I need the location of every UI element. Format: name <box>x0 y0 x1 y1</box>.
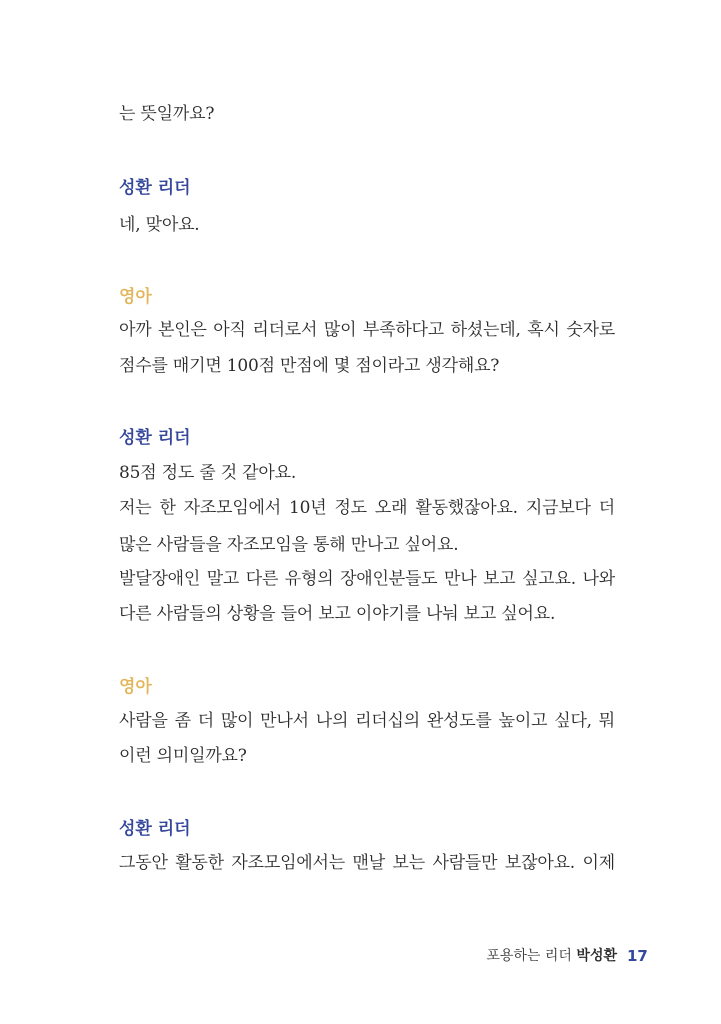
author-name: 박성환 <box>576 948 617 964</box>
body-line: 다른 사람들의 상황을 들어 보고 이야기를 나눠 보고 싶어요. <box>119 604 556 624</box>
body-line: 사람을 좀 더 많이 만나서 나의 리더십의 완성도를 높이고 싶다, 뭐 <box>119 711 615 731</box>
body-line: 이런 의미일까요? <box>119 746 247 766</box>
speaker-label: 성환 리더 <box>119 819 191 839</box>
body-line: 저는 한 자조모임에서 10년 정도 오래 활동했잖아요. 지금보다 더 <box>119 498 615 518</box>
body-line: 많은 사람들을 자조모임을 통해 만나고 싶어요. <box>119 535 459 555</box>
speaker-label: 영아 <box>119 677 152 697</box>
body-line: 는 뜻일까요? <box>119 104 215 124</box>
speaker-label: 성환 리더 <box>119 428 191 448</box>
page-footer <box>486 945 648 967</box>
body-line: 85점 정도 줄 것 같아요. <box>119 463 297 483</box>
body-line: 점수를 매기면 100점 만점에 몇 점이라고 생각해요? <box>119 356 500 376</box>
speaker-label: 성환 리더 <box>119 178 191 198</box>
speaker-label: 영아 <box>119 287 152 307</box>
body-line: 그동안 활동한 자조모임에서는 맨날 보는 사람들만 보잖아요. 이제 <box>119 853 615 873</box>
body-line: 아까 본인은 아직 리더로서 많이 부족하다고 하셨는데, 혹시 숫자로 <box>119 320 615 340</box>
book-title: 포용하는 리더 <box>486 948 572 964</box>
body-line: 네, 맞아요. <box>119 215 200 235</box>
page-number: 17 <box>627 947 648 965</box>
body-line: 발달장애인 말고 다른 유형의 장애인분들도 만나 보고 싶고요. 나와 <box>119 569 615 589</box>
